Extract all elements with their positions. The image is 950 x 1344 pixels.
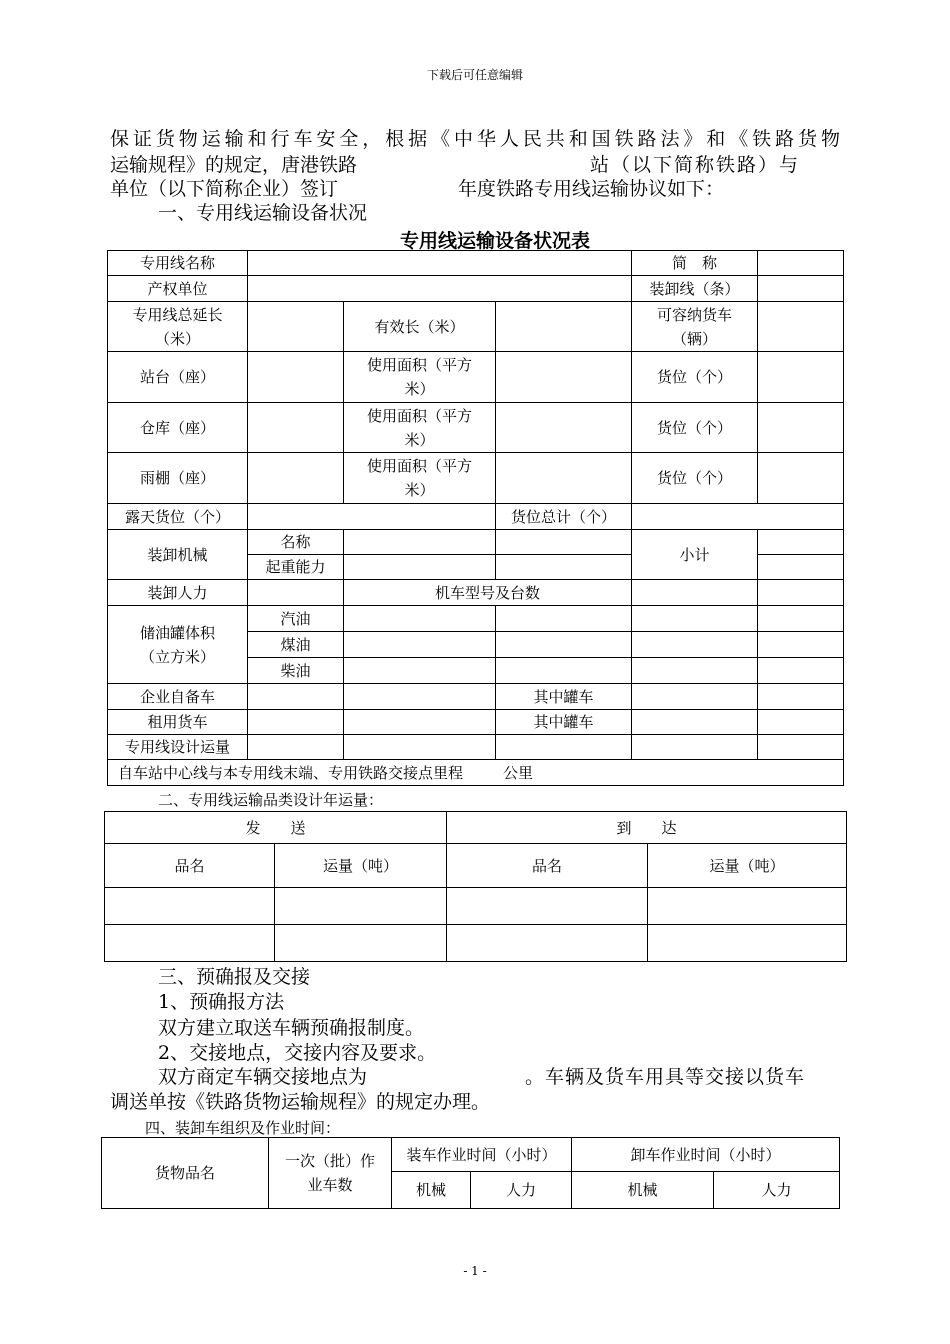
section3-sub1: 1、预确报方法 bbox=[158, 991, 285, 1013]
label-tank-cars: 其中罐车 bbox=[496, 710, 632, 735]
section2-heading: 二、专用线运输品类设计年运量： bbox=[158, 791, 384, 809]
label-open-slots: 露天货位（个） bbox=[108, 504, 248, 530]
label-diesel: 柴油 bbox=[248, 658, 344, 684]
intro-line-3b: 年度铁路专用线运输协议如下： bbox=[458, 178, 725, 200]
label-machine-name: 名称 bbox=[248, 530, 344, 555]
label-slots: 货位（个） bbox=[632, 352, 758, 403]
label-effective-length: 有效长（米） bbox=[344, 302, 496, 352]
label-total-slots: 货位总计（个） bbox=[496, 504, 632, 530]
header-load-time: 装车作业时间（小时） bbox=[392, 1138, 572, 1172]
label-subtotal: 小计 bbox=[632, 530, 758, 580]
header-unload-machine: 机械 bbox=[572, 1172, 714, 1209]
label-line-name: 专用线名称 bbox=[108, 251, 248, 276]
label-manpower: 装卸人力 bbox=[108, 580, 248, 606]
header-send: 发 送 bbox=[105, 812, 447, 844]
label-tank-volume: 储油罐体积 （立方米） bbox=[108, 606, 248, 684]
section3-p2b: 。车辆及货车用具等交接以货车 bbox=[525, 1066, 806, 1088]
value-owner bbox=[248, 276, 632, 302]
page-header: 下载后可任意编辑 bbox=[426, 68, 523, 82]
header-goods: 货物品名 bbox=[102, 1138, 269, 1209]
value-loading-lines bbox=[758, 276, 844, 302]
label-locomotive: 机车型号及台数 bbox=[344, 580, 632, 606]
label-kerosene: 煤油 bbox=[248, 632, 344, 658]
section3-p1: 双方建立取送车辆预确报制度。 bbox=[158, 1017, 425, 1039]
section1-heading: 一、专用线运输设备状况 bbox=[158, 202, 368, 224]
header-load-manual: 人力 bbox=[471, 1172, 572, 1209]
label-total-length: 专用线总延长 （米） bbox=[108, 302, 248, 352]
label-slots: 货位（个） bbox=[632, 403, 758, 453]
header-unload-manual: 人力 bbox=[714, 1172, 840, 1209]
header-arrive: 到 达 bbox=[447, 812, 847, 844]
label-area: 使用面积（平方 米） bbox=[344, 352, 496, 403]
section3-p2c: 调送单按《铁路货物运输规程》的规定办理。 bbox=[110, 1091, 491, 1113]
label-short-name: 简 称 bbox=[632, 251, 758, 276]
label-machinery: 装卸机械 bbox=[108, 530, 248, 580]
header-send-product: 品名 bbox=[105, 844, 275, 888]
mileage-row: 自车站中心线与本专用线末端、专用铁路交接点里程 公里 bbox=[108, 760, 844, 786]
section3-heading: 三、预确报及交接 bbox=[158, 966, 311, 988]
section3-sub2: 2、交接地点，交接内容及要求。 bbox=[158, 1042, 437, 1064]
intro-line-1: 保证货物运输和行车安全，根据《中华人民共和国铁路法》和《铁路货物 bbox=[110, 128, 840, 150]
label-slots: 货位（个） bbox=[632, 453, 758, 504]
label-shed: 雨棚（座） bbox=[108, 453, 248, 504]
label-warehouse: 仓库（座） bbox=[108, 403, 248, 453]
label-area: 使用面积（平方 米） bbox=[344, 453, 496, 504]
label-platform: 站台（座） bbox=[108, 352, 248, 403]
label-own-cars: 企业自备车 bbox=[108, 684, 248, 710]
label-owner: 产权单位 bbox=[108, 276, 248, 302]
label-gasoline: 汽油 bbox=[248, 606, 344, 632]
label-area: 使用面积（平方 米） bbox=[344, 403, 496, 453]
intro-line-2b: 站（以下简称铁路）与 bbox=[590, 154, 801, 176]
intro-line-3a: 单位（以下简称企业）签订 bbox=[110, 178, 339, 200]
header-arrive-product: 品名 bbox=[447, 844, 648, 888]
header-send-volume: 运量（吨） bbox=[275, 844, 447, 888]
section3-p2a: 双方商定车辆交接地点为 bbox=[158, 1066, 368, 1088]
label-capacity: 可容纳货车 （辆） bbox=[632, 302, 758, 352]
annual-volume-table bbox=[104, 811, 847, 962]
page-number: - 1 - bbox=[463, 1264, 487, 1278]
intro-line-2a: 运输规程》的规定，唐港铁路 bbox=[110, 154, 358, 176]
section4-heading: 四、装卸车组织及作业时间： bbox=[145, 1119, 341, 1137]
label-rented-cars: 租用货车 bbox=[108, 710, 248, 735]
label-design-volume: 专用线设计运量 bbox=[108, 735, 248, 760]
label-loading-lines: 装卸线（条） bbox=[632, 276, 758, 302]
header-load-machine: 机械 bbox=[392, 1172, 471, 1209]
label-tank-cars: 其中罐车 bbox=[496, 684, 632, 710]
header-batch: 一次（批）作 业车数 bbox=[269, 1138, 392, 1209]
header-arrive-volume: 运量（吨） bbox=[648, 844, 847, 888]
table1-title: 专用线运输设备状况表 bbox=[399, 230, 590, 252]
value-line-name bbox=[248, 251, 632, 276]
loading-time-table bbox=[101, 1137, 840, 1209]
label-lift-capacity: 起重能力 bbox=[248, 555, 344, 580]
equipment-table bbox=[107, 250, 844, 786]
header-unload-time: 卸车作业时间（小时） bbox=[572, 1138, 840, 1172]
value-short-name bbox=[758, 251, 844, 276]
